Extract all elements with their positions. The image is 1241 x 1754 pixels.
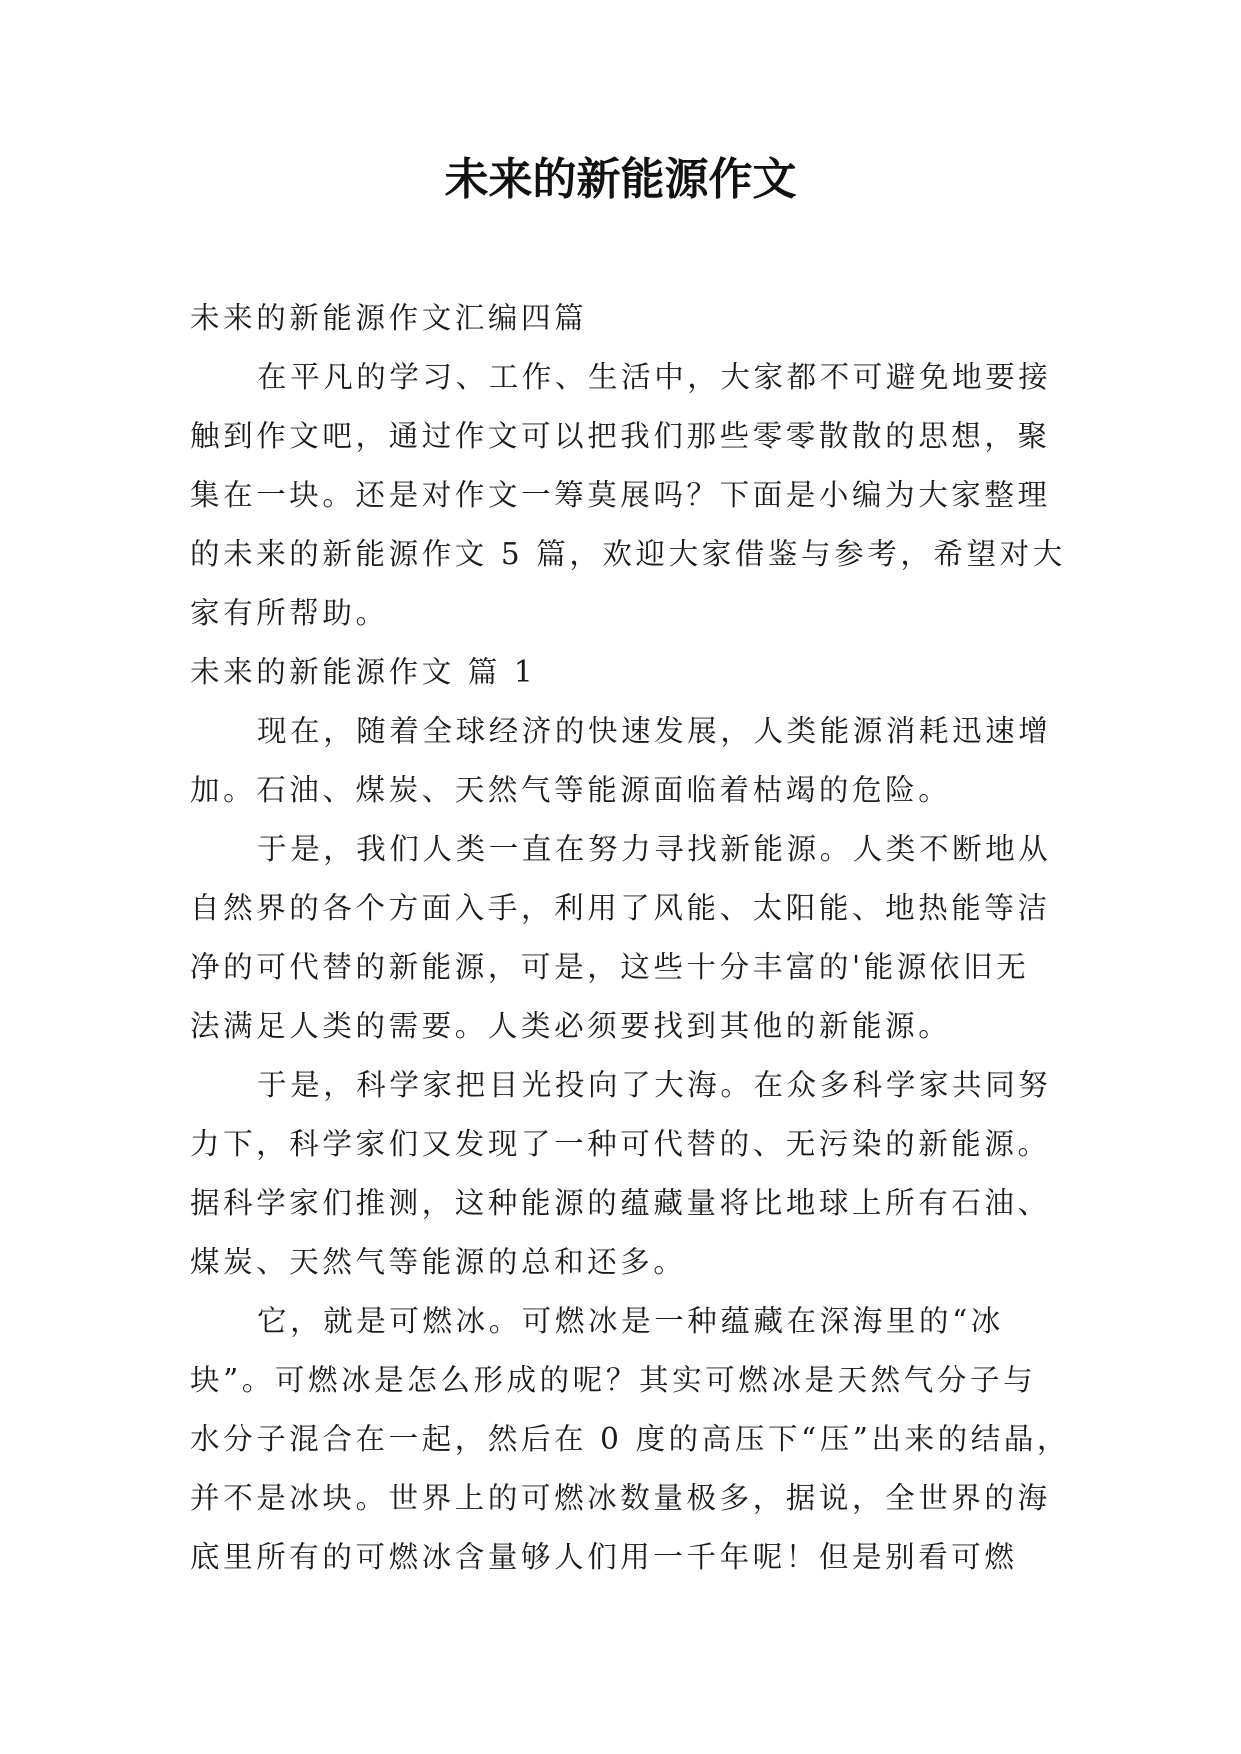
page-title: 未来的新能源作文	[444, 154, 797, 205]
text-line: 在平凡的学习、工作、生活中，大家都不可避免地要接	[257, 360, 1052, 394]
document-body	[190, 289, 1071, 1587]
text-line: 现在，随着全球经济的快速发展，人类能源消耗迅速增	[257, 714, 1052, 748]
text-line: 触到作文吧，通过作文可以把我们那些零零散散的思想，聚	[190, 419, 1051, 453]
text-line: 水分子混合在一起，然后在 0 度的高压下“压”出来的结晶，	[190, 1422, 1071, 1456]
text-line: 据科学家们推测，这种能源的蕴藏量将比地球上所有石油、	[190, 1186, 1051, 1220]
text-line: 集在一块。还是对作文一筹莫展吗？下面是小编为大家整理	[190, 478, 1051, 512]
text-line: 未来的新能源作文 篇 1	[190, 655, 537, 689]
text-line: 未来的新能源作文汇编四篇	[190, 301, 588, 335]
text-line: 它，就是可燃冰。可燃冰是一种蕴藏在深海里的“冰	[257, 1304, 1004, 1338]
text-line: 的未来的新能源作文 5 篇，欢迎大家借鉴与参考，希望对大	[190, 537, 1066, 571]
text-line: 块”。可燃冰是怎么形成的呢？其实可燃冰是天然气分子与	[190, 1363, 1037, 1397]
text-line: 并不是冰块。世界上的可燃冰数量极多，据说，全世界的海	[190, 1481, 1051, 1515]
text-line: 煤炭、天然气等能源的总和还多。	[190, 1245, 687, 1279]
text-line: 于是，我们人类一直在努力寻找新能源。人类不断地从	[257, 832, 1052, 866]
text-line: 底里所有的可燃冰含量够人们用一千年呢！但是别看可燃	[190, 1540, 1018, 1574]
text-line: 自然界的各个方面入手，利用了风能、太阳能、地热能等洁	[190, 891, 1051, 925]
text-line: 加。石油、煤炭、天然气等能源面临着枯竭的危险。	[190, 773, 952, 807]
text-line: 净的可代替的新能源，可是，这些十分丰富的'能源依旧无	[190, 950, 1030, 984]
text-line: 于是，科学家把目光投向了大海。在众多科学家共同努	[257, 1068, 1052, 1102]
text-line: 力下，科学家们又发现了一种可代替的、无污染的新能源。	[190, 1127, 1051, 1161]
text-line: 家有所帮助。	[190, 596, 389, 630]
text-line: 法满足人类的需要。人类必须要找到其他的新能源。	[190, 1009, 952, 1043]
